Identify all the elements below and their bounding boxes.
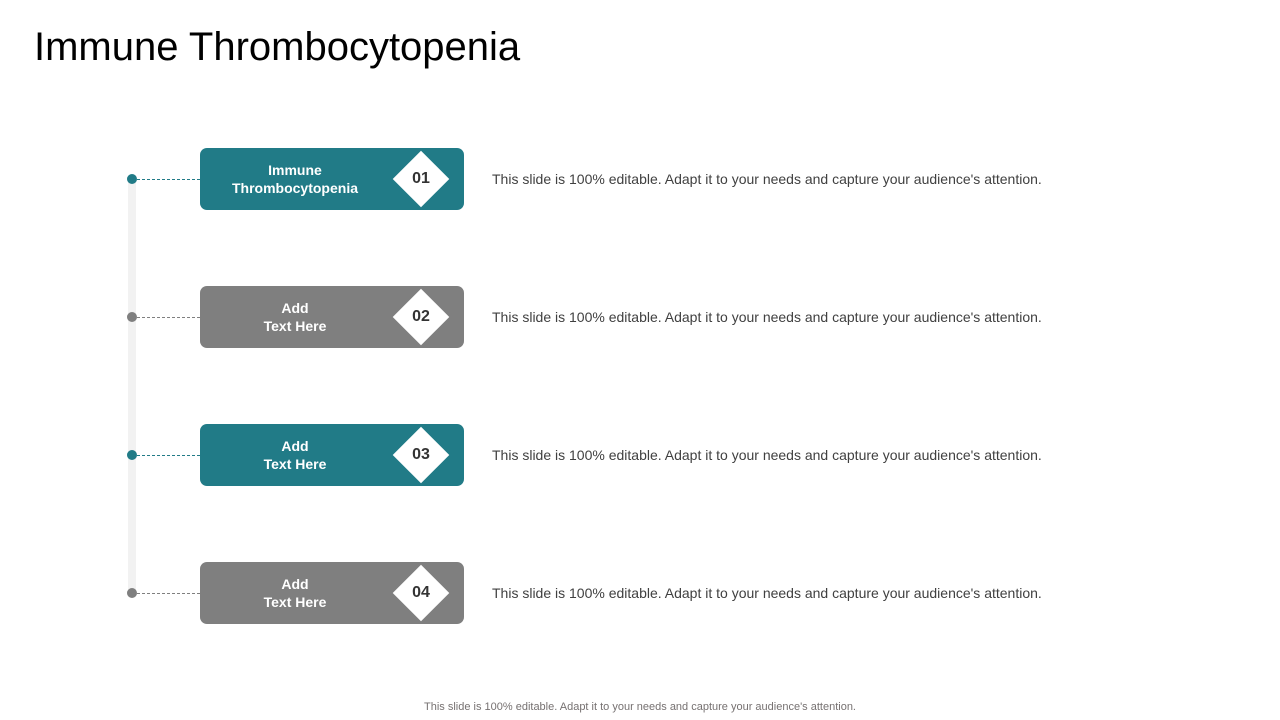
- step-box[interactable]: [200, 562, 464, 624]
- dashed-connector: [137, 593, 200, 594]
- timeline-dot: [127, 588, 137, 598]
- step-description: This slide is 100% editable. Adapt it to your needs and capture your audience's attention.: [492, 447, 1042, 463]
- step-label: Add Text Here: [263, 576, 327, 610]
- slide-title: Immune Thrombocytopenia: [34, 25, 521, 69]
- step-description: This slide is 100% editable. Adapt it to your needs and capture your audience's attention.: [492, 585, 1042, 601]
- dashed-connector: [137, 179, 200, 180]
- dashed-connector: [137, 455, 200, 456]
- step-label: Add Text Here: [263, 300, 327, 334]
- step-number: 02: [412, 308, 430, 325]
- step-3: [0, 424, 1280, 486]
- step-box[interactable]: [200, 286, 464, 348]
- step-description: This slide is 100% editable. Adapt it to your needs and capture your audience's attention.: [492, 309, 1042, 325]
- step-box[interactable]: [200, 148, 464, 210]
- timeline-track: [128, 179, 136, 593]
- dashed-connector: [137, 317, 200, 318]
- step-label: Add Text Here: [263, 438, 327, 472]
- step-number: 03: [412, 446, 430, 463]
- step-1: [0, 148, 1280, 210]
- step-number: 04: [412, 584, 430, 601]
- step-description: This slide is 100% editable. Adapt it to your needs and capture your audience's attention.: [492, 171, 1042, 187]
- timeline-dot: [127, 312, 137, 322]
- step-box[interactable]: [200, 424, 464, 486]
- step-number: 01: [412, 170, 430, 187]
- timeline-dot: [127, 174, 137, 184]
- step-label: Immune Thrombocytopenia: [231, 162, 358, 196]
- step-2: [0, 286, 1280, 348]
- footer-note: This slide is 100% editable. Adapt it to your needs and capture your audience's attention.: [424, 701, 856, 713]
- step-4: [0, 562, 1280, 624]
- timeline-dot: [127, 450, 137, 460]
